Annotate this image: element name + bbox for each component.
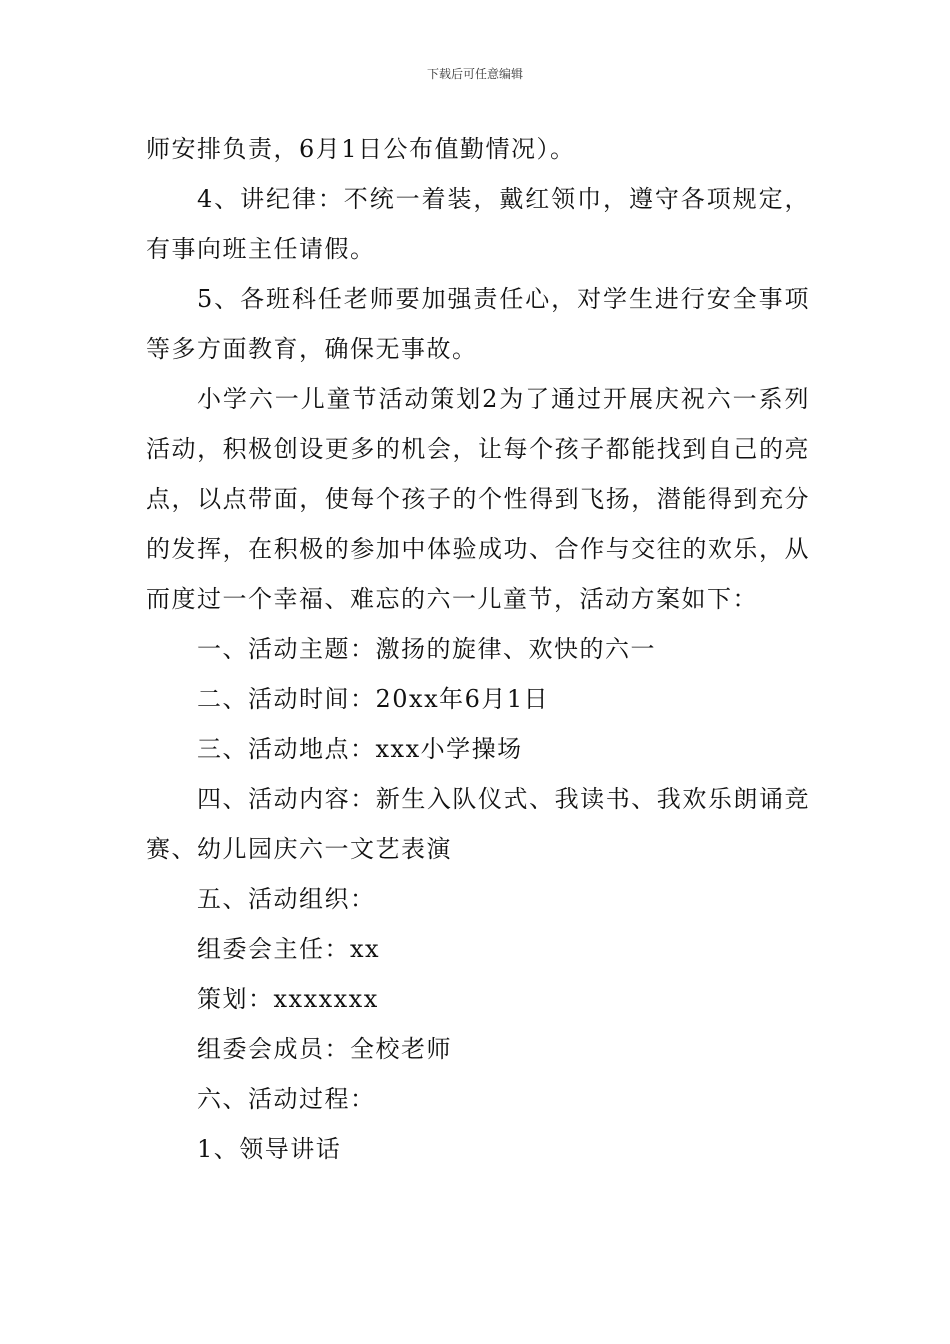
paragraph: 小学六一儿童节活动策划2为了通过开展庆祝六一系列活动，积极创设更多的机会，让每个孩子都能找到自己的亮点，以点带面，使每个孩子的个性得到飞扬，潜能得到充分的发挥，在积极的参加中体验成功、合作与交往的欢乐，从而度过一个幸福、难忘的六一儿童节，活动方案如下： (146, 385, 810, 613)
paragraph: 5、各班科任老师要加强责任心，对学生进行安全事项等多方面教育，确保无事故。 (146, 285, 810, 363)
paragraph: 4、讲纪律：不统一着装，戴红领巾，遵守各项规定，有事向班主任请假。 (146, 185, 810, 263)
list-item: 策划：xxxxxxx (197, 985, 379, 1013)
list-item: 组委会主任：xx (197, 935, 381, 963)
paragraph: 师安排负责，6月1日公布值勤情况）。 (146, 135, 576, 163)
document-body (146, 124, 810, 1174)
section-heading: 四、活动内容：新生入队仪式、我读书、我欢乐朗诵竞赛、幼儿园庆六一文艺表演 (146, 785, 810, 863)
list-item: 1、领导讲话 (197, 1135, 342, 1163)
section-heading: 一、活动主题：激扬的旋律、欢快的六一 (197, 635, 656, 663)
page-header-note: 下载后可任意编辑 (426, 67, 523, 81)
section-heading: 二、活动时间：20xx年6月1日 (197, 685, 550, 713)
section-heading: 三、活动地点：xxx小学操场 (197, 735, 523, 763)
section-heading: 六、活动过程： (197, 1085, 376, 1113)
section-heading: 五、活动组织： (197, 885, 376, 913)
list-item: 组委会成员：全校老师 (197, 1035, 452, 1063)
